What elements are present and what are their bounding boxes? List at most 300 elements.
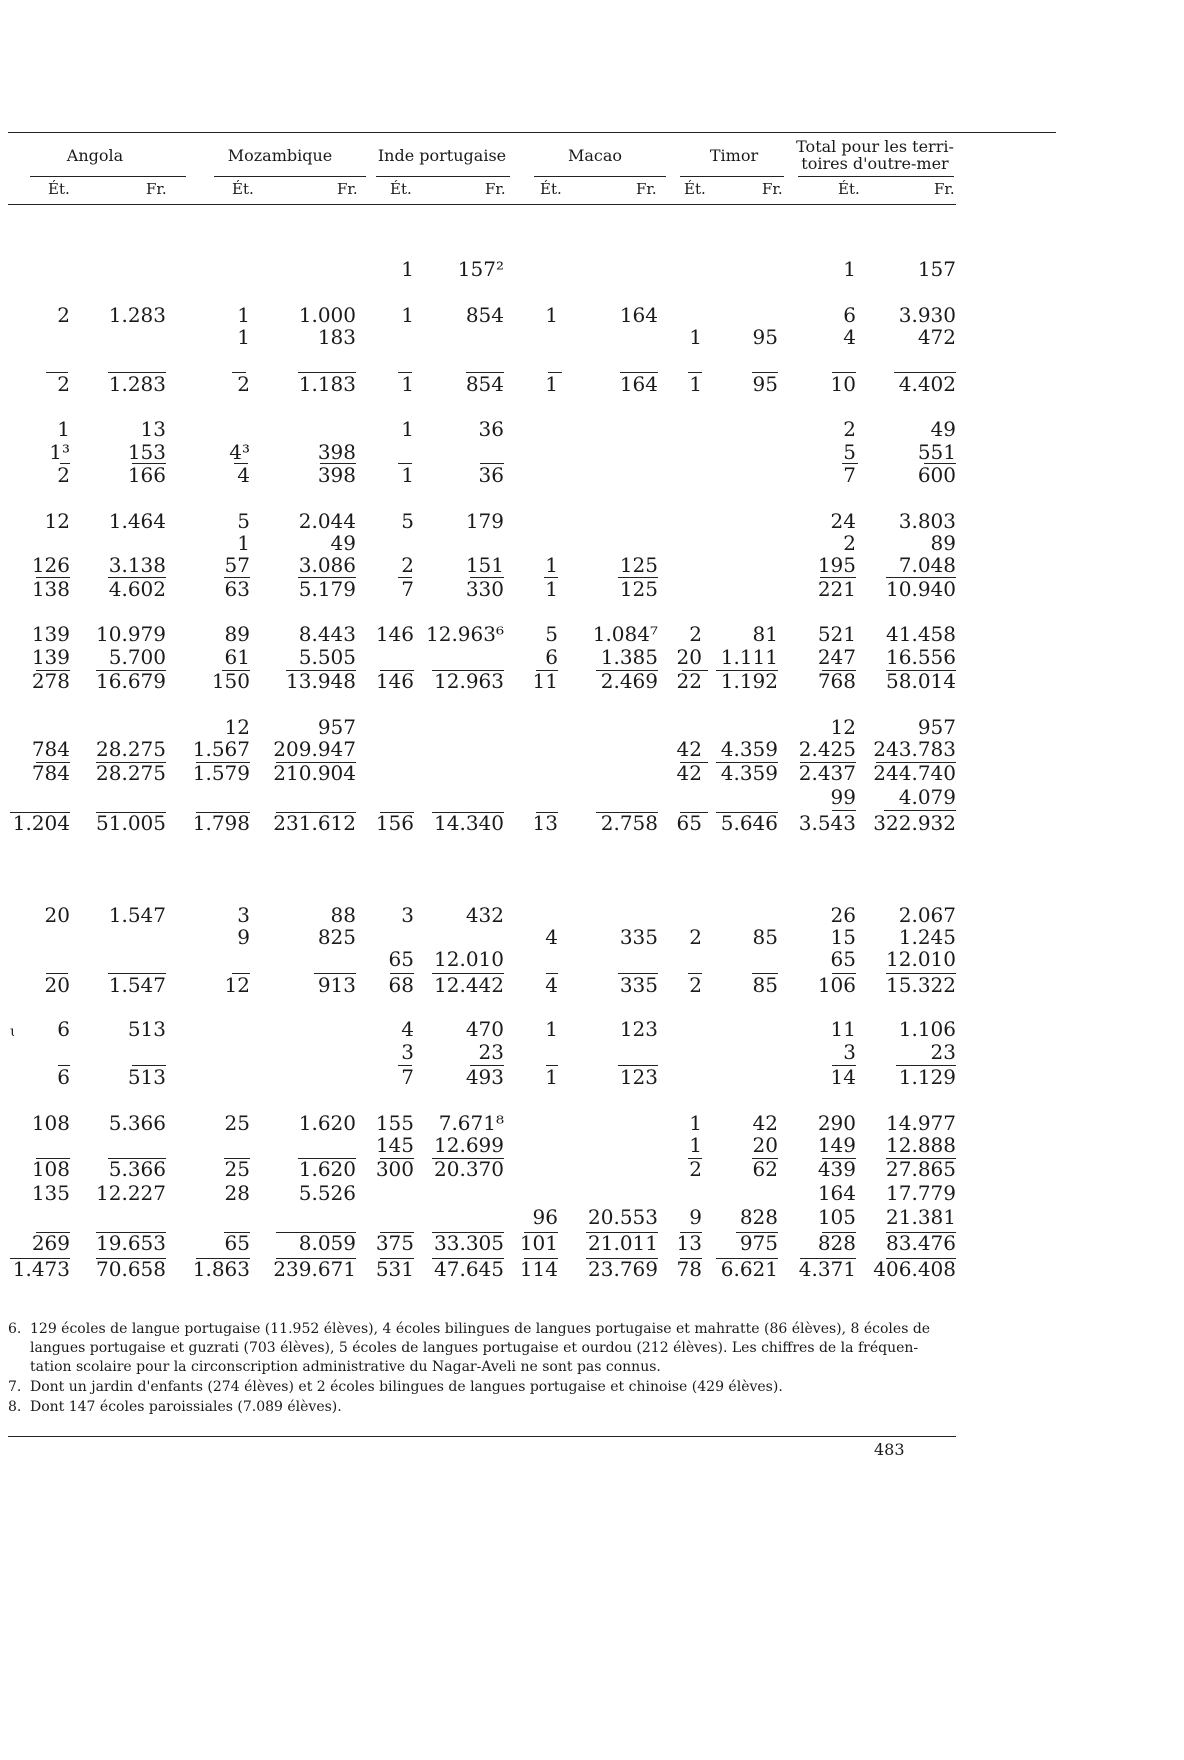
table-cell: 61 (224, 645, 250, 669)
subheader-fr: Fr. (337, 180, 358, 198)
table-cell: 85 (752, 925, 778, 949)
footnote-8 (8, 1398, 1068, 1417)
table-cell: 12 (224, 715, 250, 739)
subheader-et: Ét. (838, 180, 860, 198)
total-rule (586, 1258, 658, 1259)
subtotal-rule (620, 372, 658, 373)
subtotal-rule (896, 1065, 956, 1066)
table-cell: 2.758 (600, 811, 658, 835)
table-cell: 27.865 (886, 1157, 956, 1181)
subtotal-rule (46, 372, 68, 373)
table-cell: 1.798 (192, 811, 250, 835)
table-cell: 335 (619, 925, 658, 949)
subtotal-rule (470, 1065, 504, 1066)
table-cell: 1 (237, 531, 250, 555)
header-group-rule-inde (376, 176, 510, 177)
table-cell: 11 (532, 669, 558, 693)
table-cell: 1.620 (298, 1157, 356, 1181)
subtotal-rule (432, 670, 504, 671)
table-cell: 36 (478, 417, 504, 441)
table-cell: 4 (237, 463, 250, 487)
subtotal-rule (886, 670, 956, 671)
table-cell: 398 (317, 463, 356, 487)
table-cell: 4.079 (898, 785, 956, 809)
subtotal-rule (752, 973, 778, 974)
subtotal-rule (752, 372, 778, 373)
footnote-6 (8, 1320, 1068, 1377)
total-rule (680, 812, 708, 813)
table-cell: 179 (465, 509, 504, 533)
table-cell: 1 (843, 257, 856, 281)
table-cell: 3 (843, 1040, 856, 1064)
subtotal-rule (398, 463, 412, 464)
table-cell: 5 (843, 440, 856, 464)
table-cell: 1.192 (720, 669, 778, 693)
footnote-7 (8, 1378, 1068, 1397)
subtotal-rule (222, 670, 250, 671)
table-cell: 125 (619, 553, 658, 577)
table-cell: 784 (31, 737, 70, 761)
table-cell: 1 (689, 372, 702, 396)
table-cell: 166 (127, 463, 166, 487)
header-total-line2: toires d'outre-mer (801, 154, 949, 173)
table-cell: 3 (401, 903, 414, 927)
subtotal-rule (398, 577, 412, 578)
table-cell: 12.963 (434, 669, 504, 693)
table-cell: 768 (817, 669, 856, 693)
table-cell: 153 (127, 440, 166, 464)
subtotal-rule (688, 973, 702, 974)
table-cell: 2 (843, 417, 856, 441)
table-cell: 1.000 (298, 303, 356, 327)
table-cell: 3 (401, 1040, 414, 1064)
table-cell: 247 (817, 645, 856, 669)
subtotal-rule (886, 1158, 956, 1159)
table-cell: 20 (44, 903, 70, 927)
table-cell: 65 (224, 1231, 250, 1255)
table-cell: 3.138 (108, 553, 166, 577)
table-cell: 2.437 (798, 761, 856, 785)
subtotal-rule (314, 973, 356, 974)
table-cell: 126 (31, 553, 70, 577)
table-cell: 139 (31, 645, 70, 669)
table-cell: 3 (237, 903, 250, 927)
table-cell: 63 (224, 577, 250, 601)
subtotal-rule (618, 577, 658, 578)
table-cell: 6 (57, 1065, 70, 1089)
subtotal-rule (36, 762, 70, 763)
table-cell: 4.371 (798, 1257, 856, 1281)
table-cell: 101 (519, 1231, 558, 1255)
subtotal-rule (618, 1065, 658, 1066)
table-cell: 2 (689, 1157, 702, 1181)
table-cell: 2 (689, 925, 702, 949)
table-cell: 13 (676, 1231, 702, 1255)
table-cell: 16.679 (96, 669, 166, 693)
subtotal-rule (822, 670, 856, 671)
table-cell: 1 (237, 303, 250, 327)
table-cell: 10.979 (96, 622, 166, 646)
subtotal-rule (96, 1232, 166, 1233)
table-cell: 1.464 (108, 509, 166, 533)
table-cell: 330 (465, 577, 504, 601)
table-cell: 2 (689, 973, 702, 997)
table-cell: 10.940 (886, 577, 956, 601)
table-cell: 183 (317, 325, 356, 349)
header-group-rule-macao (534, 176, 666, 177)
table-cell: 164 (619, 372, 658, 396)
subtotal-rule (390, 973, 414, 974)
table-cell: 1.183 (298, 372, 356, 396)
subtotal-rule (736, 1232, 778, 1233)
subtotal-rule (36, 1232, 70, 1233)
table-cell: 42 (676, 761, 702, 785)
footnote-number: 6. (8, 1321, 22, 1337)
table-cell: 2 (401, 553, 414, 577)
table-cell: 145 (375, 1133, 414, 1157)
table-cell: 1 (545, 1017, 558, 1041)
table-cell: 1.129 (898, 1065, 956, 1089)
total-rule (196, 1258, 250, 1259)
subtotal-rule (618, 973, 658, 974)
table-cell: 68 (388, 973, 414, 997)
subtotal-rule (480, 463, 504, 464)
subtotal-rule (196, 762, 250, 763)
subtotal-rule (36, 1158, 70, 1159)
subtotal-rule (276, 1232, 356, 1233)
total-rule (716, 812, 778, 813)
subtotal-rule (924, 463, 956, 464)
subtotal-rule (886, 1232, 956, 1233)
table-cell: 156 (375, 811, 414, 835)
header-top-rule (8, 132, 1056, 133)
subheader-et: Ét. (390, 180, 412, 198)
subtotal-rule (586, 1232, 658, 1233)
table-cell: 1.204 (12, 811, 70, 835)
table-cell: 3.930 (898, 303, 956, 327)
total-rule (10, 1258, 70, 1259)
table-cell: 513 (127, 1065, 166, 1089)
table-cell: 12 (44, 509, 70, 533)
table-cell: 85 (752, 973, 778, 997)
table-cell: 5.526 (298, 1181, 356, 1205)
total-rule (800, 1258, 856, 1259)
subtotal-rule (108, 372, 166, 373)
header-macao: Macao (567, 146, 623, 165)
table-cell: 493 (465, 1065, 504, 1089)
table-cell: 5.366 (108, 1111, 166, 1135)
table-cell: 239.671 (273, 1257, 356, 1281)
table-cell: 13 (140, 417, 166, 441)
table-cell: 1³ (49, 440, 70, 464)
table-cell: 2 (689, 622, 702, 646)
total-rule (196, 812, 250, 813)
table-cell: 1.473 (12, 1257, 70, 1281)
table-cell: 854 (465, 372, 504, 396)
table-cell: 4.402 (898, 372, 956, 396)
table-cell: 88 (330, 903, 356, 927)
table-cell: 28 (224, 1181, 250, 1205)
subtotal-rule (680, 1232, 702, 1233)
subtotal-rule (842, 463, 858, 464)
subtotal-rule (470, 577, 504, 578)
table-cell: 16.556 (886, 645, 956, 669)
total-rule (96, 1258, 166, 1259)
table-cell: 33.305 (434, 1231, 504, 1255)
table-cell: 1 (401, 303, 414, 327)
subtotal-rule (716, 670, 778, 671)
table-cell: 8.443 (298, 622, 356, 646)
table-cell: 243.783 (873, 737, 956, 761)
subtotal-rule (536, 670, 558, 671)
subtotal-rule (286, 670, 356, 671)
footnote-line: langues portugaise et guzrati (703 élèves), 5 écoles de langues portugaise et ourdou (212 élèves). Les chiffres de la fréquen- (30, 1340, 919, 1356)
table-cell: 1 (545, 372, 558, 396)
table-cell: 1 (545, 553, 558, 577)
subtotal-rule (544, 577, 558, 578)
table-cell: 62 (752, 1157, 778, 1181)
table-cell: 12.010 (434, 947, 504, 971)
table-cell: 2 (843, 531, 856, 555)
table-cell: 3.803 (898, 509, 956, 533)
subtotal-rule (680, 762, 708, 763)
total-rule (432, 812, 504, 813)
subtotal-rule (380, 1158, 414, 1159)
table-cell: 784 (31, 761, 70, 785)
subtotal-rule (716, 762, 778, 763)
subtotal-rule (96, 762, 166, 763)
table-cell: 25 (224, 1111, 250, 1135)
header-mozambique: Mozambique (227, 146, 333, 165)
table-cell: 12.227 (96, 1181, 166, 1205)
table-cell: 6.621 (720, 1257, 778, 1281)
total-rule (10, 812, 70, 813)
table-cell: 14.340 (434, 811, 504, 835)
table-cell: 9 (237, 925, 250, 949)
table-cell: 12.442 (434, 973, 504, 997)
table-cell: 432 (465, 903, 504, 927)
subtotal-rule (380, 670, 414, 671)
table-cell: 1 (401, 417, 414, 441)
header-angola: Angola (66, 146, 124, 165)
subtotal-rule (432, 973, 504, 974)
table-cell: 3.543 (798, 811, 856, 835)
table-cell: 439 (817, 1157, 856, 1181)
subtotal-rule (832, 973, 856, 974)
table-cell: 4.602 (108, 577, 166, 601)
total-rule (380, 812, 414, 813)
table-cell: 28.275 (96, 737, 166, 761)
table-cell: 1 (401, 463, 414, 487)
footnote-text: Dont 147 écoles paroissiales (7.089 élèves). (30, 1399, 342, 1415)
table-cell: 146 (375, 622, 414, 646)
table-cell: 58.014 (886, 669, 956, 693)
table-cell: 150 (211, 669, 250, 693)
table-cell: 5 (237, 509, 250, 533)
table-cell: 47.645 (434, 1257, 504, 1281)
table-cell: 49 (930, 417, 956, 441)
subtotal-rule (688, 372, 702, 373)
table-cell: 2 (57, 303, 70, 327)
footnote-line (8, 1398, 1068, 1417)
footnote-line (8, 1378, 1068, 1397)
table-cell: 1 (689, 1111, 702, 1135)
subtotal-rule (224, 577, 250, 578)
total-rule (886, 1258, 956, 1259)
table-cell: 472 (917, 325, 956, 349)
table-cell: 3.086 (298, 553, 356, 577)
table-cell: 2.425 (798, 737, 856, 761)
table-cell: 2.044 (298, 509, 356, 533)
table-cell: 23.769 (588, 1257, 658, 1281)
table-cell: 12.699 (434, 1133, 504, 1157)
table-cell: 4.359 (720, 737, 778, 761)
subheader-fr: Fr. (146, 180, 167, 198)
table-cell: 531 (375, 1257, 414, 1281)
table-cell: 269 (31, 1231, 70, 1255)
subtotal-rule (298, 1158, 356, 1159)
table-cell: 825 (317, 925, 356, 949)
table-cell: 12.963⁶ (426, 622, 504, 646)
subtotal-rule (234, 463, 248, 464)
table-cell: 25 (224, 1157, 250, 1181)
table-cell: 6 (545, 645, 558, 669)
table-cell: 8.059 (298, 1231, 356, 1255)
total-rule (276, 1258, 356, 1259)
table-cell: 95 (752, 372, 778, 396)
table-cell: 19.653 (96, 1231, 166, 1255)
subtotal-rule (232, 372, 246, 373)
table-cell: 957 (917, 715, 956, 739)
table-cell: 155 (375, 1111, 414, 1135)
table-cell: 20 (44, 973, 70, 997)
table-cell: 26 (830, 903, 856, 927)
table-cell: 14.977 (886, 1111, 956, 1135)
table-cell: 1 (689, 325, 702, 349)
table-cell: 6 (57, 1017, 70, 1041)
table-cell: 99 (830, 785, 856, 809)
header-bottom-rule (8, 204, 956, 205)
table-cell: 146 (375, 669, 414, 693)
table-cell: 164 (817, 1181, 856, 1205)
subtotal-rule (894, 372, 956, 373)
table-cell: 4 (843, 325, 856, 349)
table-cell: 1.547 (108, 903, 166, 927)
table-cell: 4 (545, 925, 558, 949)
table-cell: 335 (619, 973, 658, 997)
table-cell: 36 (478, 463, 504, 487)
table-cell: 470 (465, 1017, 504, 1041)
table-cell: 5.505 (298, 645, 356, 669)
table-cell: 290 (817, 1111, 856, 1135)
table-cell: 4.359 (720, 761, 778, 785)
table-cell: 4 (545, 973, 558, 997)
table-cell: 23 (478, 1040, 504, 1064)
table-cell: 15.322 (886, 973, 956, 997)
table-cell: 1.863 (192, 1257, 250, 1281)
subtotal-rule (36, 670, 70, 671)
table-cell: 210.904 (273, 761, 356, 785)
footnote-text: Dont un jardin d'enfants (274 élèves) et 2 écoles bilingues de langues portugaise et chinoise (429 élèves). (30, 1379, 783, 1395)
table-cell: 521 (817, 622, 856, 646)
table-cell: 195 (817, 553, 856, 577)
table-cell: 10 (830, 372, 856, 396)
table-cell: 1 (545, 1065, 558, 1089)
table-cell: 278 (31, 669, 70, 693)
table-cell: 7 (843, 463, 856, 487)
table-cell: 7 (401, 1065, 414, 1089)
subtotal-rule (832, 372, 856, 373)
subtotal-rule (688, 1158, 702, 1159)
table-cell: 20.553 (588, 1205, 658, 1229)
subheader-fr: Fr. (636, 180, 657, 198)
table-cell: 65 (830, 947, 856, 971)
table-cell: 114 (519, 1257, 558, 1281)
table-cell: 83.476 (886, 1231, 956, 1255)
table-cell: 14 (830, 1065, 856, 1089)
total-rule (380, 1258, 414, 1259)
table-cell: 123 (619, 1065, 658, 1089)
table-cell: 13 (532, 811, 558, 835)
footnote-line: tation scolaire pour la circonscription administrative du Nagar-Aveli ne sont pas connus. (30, 1359, 661, 1375)
table-cell: 106 (817, 973, 856, 997)
table-cell: 1 (237, 325, 250, 349)
table-cell: 125 (619, 577, 658, 601)
table-cell: 1.245 (898, 925, 956, 949)
table-cell: 164 (619, 303, 658, 327)
table-cell: 65 (388, 947, 414, 971)
table-cell: 221 (817, 577, 856, 601)
total-rule (536, 812, 558, 813)
table-cell: 42 (752, 1111, 778, 1135)
table-cell: 7.048 (898, 553, 956, 577)
subheader-fr: Fr. (485, 180, 506, 198)
table-cell: 957 (317, 715, 356, 739)
header-group-rule-timor (680, 176, 784, 177)
table-cell: 108 (31, 1157, 70, 1181)
table-cell: 398 (317, 440, 356, 464)
table-cell: 11 (830, 1017, 856, 1041)
total-rule (716, 1258, 778, 1259)
header-group-rule-total (798, 176, 954, 177)
subtotal-rule (832, 1065, 856, 1066)
table-cell: 20 (752, 1133, 778, 1157)
subtotal-rule (232, 973, 250, 974)
table-cell: 1 (57, 417, 70, 441)
table-cell: 65 (676, 811, 702, 835)
subtotal-rule (60, 463, 70, 464)
subtotal-rule (820, 577, 856, 578)
table-cell: 151 (465, 553, 504, 577)
subheader-et: Ét. (540, 180, 562, 198)
table-cell: 913 (317, 973, 356, 997)
page-number: 483 (874, 1440, 905, 1459)
subtotal-rule (380, 1232, 414, 1233)
footnote-number: 7. (8, 1379, 22, 1395)
subtotal-rule (108, 973, 166, 974)
table-cell: 1 (545, 303, 558, 327)
subtotal-rule (398, 1065, 412, 1066)
subtotal-rule (752, 1158, 778, 1159)
table-cell: 20.370 (434, 1157, 504, 1181)
table-cell: 5.700 (108, 645, 166, 669)
table-cell: 12 (224, 973, 250, 997)
subtotal-rule (886, 973, 956, 974)
subtotal-rule (466, 372, 504, 373)
table-cell: 2 (57, 463, 70, 487)
table-cell: 12 (830, 715, 856, 739)
header-timor: Timor (709, 146, 759, 165)
